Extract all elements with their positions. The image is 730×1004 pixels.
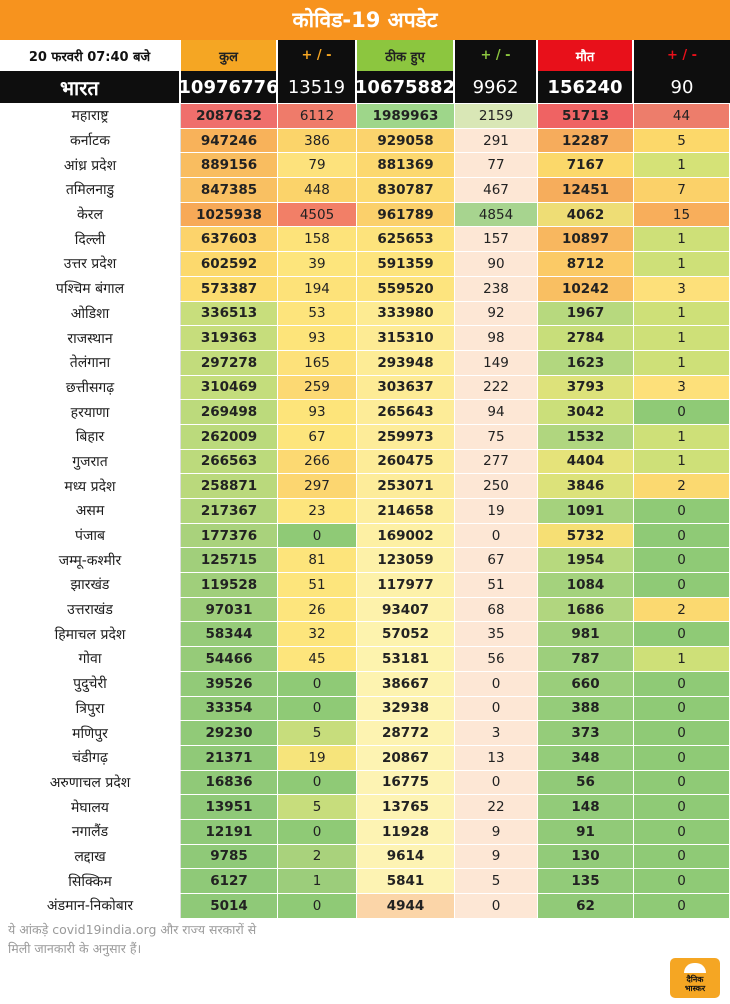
cell-deaths: 1686: [538, 598, 634, 622]
cell-total: 258871: [181, 474, 278, 498]
state-name: बिहार: [0, 425, 181, 449]
cell-rd: 157: [455, 227, 538, 251]
table-row: [0, 400, 730, 425]
cell-rd: 35: [455, 622, 538, 646]
cell-recovered: 961789: [357, 203, 455, 227]
cell-recovered: 260475: [357, 450, 455, 474]
cell-recovered: 28772: [357, 721, 455, 745]
header-deaths: मौत: [538, 40, 634, 71]
cell-td: 0: [278, 524, 357, 548]
cell-td: 23: [278, 499, 357, 523]
cell-rd: 222: [455, 376, 538, 400]
state-name: लद्दाख: [0, 845, 181, 869]
cell-recovered: 117977: [357, 573, 455, 597]
cell-total: 6127: [181, 869, 278, 893]
cell-total: 33354: [181, 697, 278, 721]
table-row: [0, 425, 730, 450]
cell-total: 58344: [181, 622, 278, 646]
cell-recovered: 4944: [357, 894, 455, 918]
cell-total: 9785: [181, 845, 278, 869]
cell-recovered: 929058: [357, 129, 455, 153]
cell-recovered: 303637: [357, 376, 455, 400]
cell-dd: 3: [634, 376, 730, 400]
table-row: [0, 622, 730, 647]
cell-dd: 1: [634, 252, 730, 276]
cell-deaths: 51713: [538, 104, 634, 128]
cell-recovered: 9614: [357, 845, 455, 869]
cell-td: 0: [278, 820, 357, 844]
cell-rd: 149: [455, 351, 538, 375]
table-row: [0, 203, 730, 228]
table-row: [0, 277, 730, 302]
cell-total: 97031: [181, 598, 278, 622]
cell-total: 319363: [181, 326, 278, 350]
cell-deaths: 1532: [538, 425, 634, 449]
state-name: हिमाचल प्रदेश: [0, 622, 181, 646]
cell-recovered: 830787: [357, 178, 455, 202]
cell-deaths: 10242: [538, 277, 634, 301]
cell-rd: 3: [455, 721, 538, 745]
state-name: अरुणाचल प्रदेश: [0, 771, 181, 795]
cell-total: 12191: [181, 820, 278, 844]
cell-total: 266563: [181, 450, 278, 474]
cell-recovered: 5841: [357, 869, 455, 893]
cell-dd: 0: [634, 697, 730, 721]
cell-recovered: 20867: [357, 746, 455, 770]
state-name: त्रिपुरा: [0, 697, 181, 721]
national-deaths: 156240: [538, 71, 634, 103]
cell-total: 262009: [181, 425, 278, 449]
cell-td: 26: [278, 598, 357, 622]
table-row: [0, 894, 730, 919]
cell-dd: 0: [634, 771, 730, 795]
table-row: [0, 227, 730, 252]
state-name: उत्तर प्रदेश: [0, 252, 181, 276]
cell-rd: 0: [455, 771, 538, 795]
cell-dd: 0: [634, 548, 730, 572]
cell-dd: 15: [634, 203, 730, 227]
cell-td: 39: [278, 252, 357, 276]
cell-rd: 68: [455, 598, 538, 622]
cell-rd: 56: [455, 647, 538, 671]
cell-dd: 0: [634, 795, 730, 819]
cell-rd: 0: [455, 697, 538, 721]
cell-total: 947246: [181, 129, 278, 153]
table-row: [0, 795, 730, 820]
cell-deaths: 1091: [538, 499, 634, 523]
state-name: असम: [0, 499, 181, 523]
cell-deaths: 5732: [538, 524, 634, 548]
cell-deaths: 787: [538, 647, 634, 671]
cell-dd: 5: [634, 129, 730, 153]
state-name: महाराष्ट्र: [0, 104, 181, 128]
cell-deaths: 7167: [538, 153, 634, 177]
cell-total: 217367: [181, 499, 278, 523]
cell-td: 386: [278, 129, 357, 153]
cell-dd: 0: [634, 721, 730, 745]
cell-total: 573387: [181, 277, 278, 301]
cell-recovered: 169002: [357, 524, 455, 548]
cell-deaths: 130: [538, 845, 634, 869]
header-recovered-delta: + / -: [455, 40, 538, 71]
cell-td: 51: [278, 573, 357, 597]
state-name: तमिलनाडु: [0, 178, 181, 202]
national-recovered-delta: 9962: [455, 71, 538, 103]
cell-recovered: 93407: [357, 598, 455, 622]
cell-deaths: 10897: [538, 227, 634, 251]
table-row: [0, 499, 730, 524]
cell-dd: 0: [634, 746, 730, 770]
cell-dd: 1: [634, 647, 730, 671]
title-text: कोविड-19 अपडेट: [292, 8, 438, 32]
cell-recovered: 253071: [357, 474, 455, 498]
state-name: झारखंड: [0, 573, 181, 597]
cell-td: 5: [278, 721, 357, 745]
cell-td: 5: [278, 795, 357, 819]
cell-deaths: 12287: [538, 129, 634, 153]
national-recovered: 10675882: [357, 71, 455, 103]
cell-rd: 277: [455, 450, 538, 474]
cell-recovered: 32938: [357, 697, 455, 721]
state-name: उत्तराखंड: [0, 598, 181, 622]
table-row: [0, 524, 730, 549]
cell-td: 297: [278, 474, 357, 498]
cell-rd: 13: [455, 746, 538, 770]
state-name: तेलंगाना: [0, 351, 181, 375]
table-row: [0, 376, 730, 401]
table-row: [0, 153, 730, 178]
footnote-line-1: ये आंकड़े covid19india.org और राज्य सरकारों से: [8, 922, 257, 937]
table-row: [0, 129, 730, 154]
header-deaths-delta: + / -: [634, 40, 730, 71]
cell-td: 448: [278, 178, 357, 202]
cell-total: 21371: [181, 746, 278, 770]
header-total-delta: + / -: [278, 40, 357, 71]
table-row: [0, 573, 730, 598]
cell-deaths: 8712: [538, 252, 634, 276]
cell-deaths: 91: [538, 820, 634, 844]
cell-recovered: 123059: [357, 548, 455, 572]
cell-deaths: 981: [538, 622, 634, 646]
cell-deaths: 56: [538, 771, 634, 795]
national-total-delta: 13519: [278, 71, 357, 103]
cell-dd: 2: [634, 474, 730, 498]
table-row: [0, 672, 730, 697]
cell-total: 119528: [181, 573, 278, 597]
cell-deaths: 1084: [538, 573, 634, 597]
sun-icon: [684, 963, 706, 973]
table-row: [0, 721, 730, 746]
cell-total: 297278: [181, 351, 278, 375]
cell-deaths: 1954: [538, 548, 634, 572]
cell-recovered: 1989963: [357, 104, 455, 128]
cell-recovered: 53181: [357, 647, 455, 671]
state-name: पंजाब: [0, 524, 181, 548]
state-name: पुदुचेरी: [0, 672, 181, 696]
cell-td: 53: [278, 302, 357, 326]
cell-td: 0: [278, 697, 357, 721]
cell-rd: 90: [455, 252, 538, 276]
cell-rd: 5: [455, 869, 538, 893]
cell-dd: 44: [634, 104, 730, 128]
cell-td: 79: [278, 153, 357, 177]
header-recovered: ठीक हुए: [357, 40, 455, 71]
cell-rd: 291: [455, 129, 538, 153]
cell-rd: 94: [455, 400, 538, 424]
cell-recovered: 265643: [357, 400, 455, 424]
cell-dd: 0: [634, 499, 730, 523]
state-name: गोवा: [0, 647, 181, 671]
cell-deaths: 12451: [538, 178, 634, 202]
cell-deaths: 3042: [538, 400, 634, 424]
state-name: सिक्किम: [0, 869, 181, 893]
cell-recovered: 293948: [357, 351, 455, 375]
cell-total: 637603: [181, 227, 278, 251]
cell-dd: 1: [634, 351, 730, 375]
cell-deaths: 4404: [538, 450, 634, 474]
cell-dd: 1: [634, 302, 730, 326]
cell-recovered: 625653: [357, 227, 455, 251]
cell-td: 158: [278, 227, 357, 251]
table-row: [0, 869, 730, 894]
cell-recovered: 57052: [357, 622, 455, 646]
cell-deaths: 348: [538, 746, 634, 770]
page-title: [0, 0, 730, 40]
table-row: [0, 746, 730, 771]
national-total: 10976776: [181, 71, 278, 103]
cell-total: 310469: [181, 376, 278, 400]
cell-rd: 0: [455, 524, 538, 548]
table-row: [0, 548, 730, 573]
cell-rd: 0: [455, 894, 538, 918]
logo-line-2: भास्कर: [684, 984, 706, 993]
table-row: [0, 351, 730, 376]
cell-dd: 0: [634, 820, 730, 844]
cell-rd: 250: [455, 474, 538, 498]
cell-deaths: 660: [538, 672, 634, 696]
cell-deaths: 3793: [538, 376, 634, 400]
cell-dd: 3: [634, 277, 730, 301]
table-row: [0, 326, 730, 351]
cell-total: 269498: [181, 400, 278, 424]
cell-td: 194: [278, 277, 357, 301]
cell-rd: 98: [455, 326, 538, 350]
cell-deaths: 1623: [538, 351, 634, 375]
cell-td: 2: [278, 845, 357, 869]
cell-total: 2087632: [181, 104, 278, 128]
cell-deaths: 135: [538, 869, 634, 893]
table-row: [0, 598, 730, 623]
national-deaths-delta: 90: [670, 76, 694, 98]
table-row: [0, 647, 730, 672]
cell-rd: 238: [455, 277, 538, 301]
cell-rd: 92: [455, 302, 538, 326]
table-row: [0, 252, 730, 277]
cell-total: 177376: [181, 524, 278, 548]
cell-deaths: 2784: [538, 326, 634, 350]
table-row: [0, 450, 730, 475]
cell-dd: 0: [634, 524, 730, 548]
state-name: मेघालय: [0, 795, 181, 819]
state-name: आंध्र प्रदेश: [0, 153, 181, 177]
cell-recovered: 13765: [357, 795, 455, 819]
cell-recovered: 16775: [357, 771, 455, 795]
state-name: हरयाणा: [0, 400, 181, 424]
cell-dd: 0: [634, 869, 730, 893]
cell-dd: 1: [634, 153, 730, 177]
cell-dd: 0: [634, 573, 730, 597]
header-total: कुल: [181, 40, 278, 71]
cell-rd: 19: [455, 499, 538, 523]
state-name: पश्चिम बंगाल: [0, 277, 181, 301]
cell-deaths: 4062: [538, 203, 634, 227]
cell-recovered: 591359: [357, 252, 455, 276]
cell-total: 13951: [181, 795, 278, 819]
cell-total: 16836: [181, 771, 278, 795]
brand-logo: [670, 958, 720, 998]
cell-recovered: 559520: [357, 277, 455, 301]
table-header: [0, 40, 730, 71]
cell-dd: 1: [634, 227, 730, 251]
cell-rd: 4854: [455, 203, 538, 227]
cell-td: 0: [278, 894, 357, 918]
state-name: केरल: [0, 203, 181, 227]
footnote-line-2: मिली जानकारी के अनुसार हैं।: [8, 941, 142, 956]
state-name: अंडमान-निकोबार: [0, 894, 181, 918]
cell-dd: 1: [634, 450, 730, 474]
cell-td: 1: [278, 869, 357, 893]
logo-line-1: दैनिक: [686, 975, 704, 984]
cell-rd: 2159: [455, 104, 538, 128]
cell-recovered: 11928: [357, 820, 455, 844]
state-name: ओडिशा: [0, 302, 181, 326]
cell-total: 54466: [181, 647, 278, 671]
national-row: [0, 71, 730, 103]
cell-total: 1025938: [181, 203, 278, 227]
cell-recovered: 214658: [357, 499, 455, 523]
cell-deaths: 148: [538, 795, 634, 819]
cell-total: 602592: [181, 252, 278, 276]
cell-total: 125715: [181, 548, 278, 572]
cell-rd: 22: [455, 795, 538, 819]
cell-deaths: 1967: [538, 302, 634, 326]
cell-deaths: 62: [538, 894, 634, 918]
cell-dd: 7: [634, 178, 730, 202]
cell-rd: 9: [455, 820, 538, 844]
cell-td: 45: [278, 647, 357, 671]
cell-recovered: 315310: [357, 326, 455, 350]
table-row: [0, 302, 730, 327]
state-name: छत्तीसगढ़: [0, 376, 181, 400]
cell-rd: 67: [455, 548, 538, 572]
cell-dd: 0: [634, 622, 730, 646]
state-name: राजस्थान: [0, 326, 181, 350]
national-name: भारत: [0, 71, 181, 103]
cell-dd: 0: [634, 400, 730, 424]
cell-dd: 0: [634, 845, 730, 869]
cell-td: 4505: [278, 203, 357, 227]
cell-td: 266: [278, 450, 357, 474]
cell-total: 29230: [181, 721, 278, 745]
cell-rd: 0: [455, 672, 538, 696]
cell-rd: 77: [455, 153, 538, 177]
cell-rd: 51: [455, 573, 538, 597]
cell-total: 5014: [181, 894, 278, 918]
cell-td: 0: [278, 672, 357, 696]
cell-td: 93: [278, 326, 357, 350]
cell-rd: 467: [455, 178, 538, 202]
cell-rd: 75: [455, 425, 538, 449]
state-name: कर्नाटक: [0, 129, 181, 153]
state-name: जम्मू-कश्मीर: [0, 548, 181, 572]
state-name: चंडीगढ़: [0, 746, 181, 770]
state-table: [0, 104, 730, 919]
cell-td: 6112: [278, 104, 357, 128]
table-row: [0, 820, 730, 845]
state-name: नगालैंड: [0, 820, 181, 844]
table-row: [0, 845, 730, 870]
cell-td: 259: [278, 376, 357, 400]
table-row: [0, 697, 730, 722]
cell-td: 81: [278, 548, 357, 572]
cell-recovered: 333980: [357, 302, 455, 326]
cell-recovered: 881369: [357, 153, 455, 177]
cell-rd: 9: [455, 845, 538, 869]
cell-dd: 1: [634, 425, 730, 449]
cell-deaths: 388: [538, 697, 634, 721]
cell-deaths: 3846: [538, 474, 634, 498]
cell-total: 889156: [181, 153, 278, 177]
footnote: [8, 920, 368, 958]
table-row: [0, 178, 730, 203]
cell-deaths: 373: [538, 721, 634, 745]
state-name: गुजरात: [0, 450, 181, 474]
cell-td: 93: [278, 400, 357, 424]
cell-recovered: 38667: [357, 672, 455, 696]
state-name: दिल्ली: [0, 227, 181, 251]
cell-total: 847385: [181, 178, 278, 202]
cell-recovered: 259973: [357, 425, 455, 449]
cell-td: 32: [278, 622, 357, 646]
cell-dd: 2: [634, 598, 730, 622]
cell-dd: 0: [634, 672, 730, 696]
state-name: मध्य प्रदेश: [0, 474, 181, 498]
cell-td: 19: [278, 746, 357, 770]
cell-total: 336513: [181, 302, 278, 326]
cell-dd: 1: [634, 326, 730, 350]
table-row: [0, 104, 730, 129]
cell-td: 67: [278, 425, 357, 449]
cell-td: 0: [278, 771, 357, 795]
table-row: [0, 771, 730, 796]
cell-total: 39526: [181, 672, 278, 696]
state-name: मणिपुर: [0, 721, 181, 745]
table-row: [0, 474, 730, 499]
header-datetime: 20 फरवरी 07:40 बजे: [0, 40, 181, 71]
cell-td: 165: [278, 351, 357, 375]
cell-dd: 0: [634, 894, 730, 918]
